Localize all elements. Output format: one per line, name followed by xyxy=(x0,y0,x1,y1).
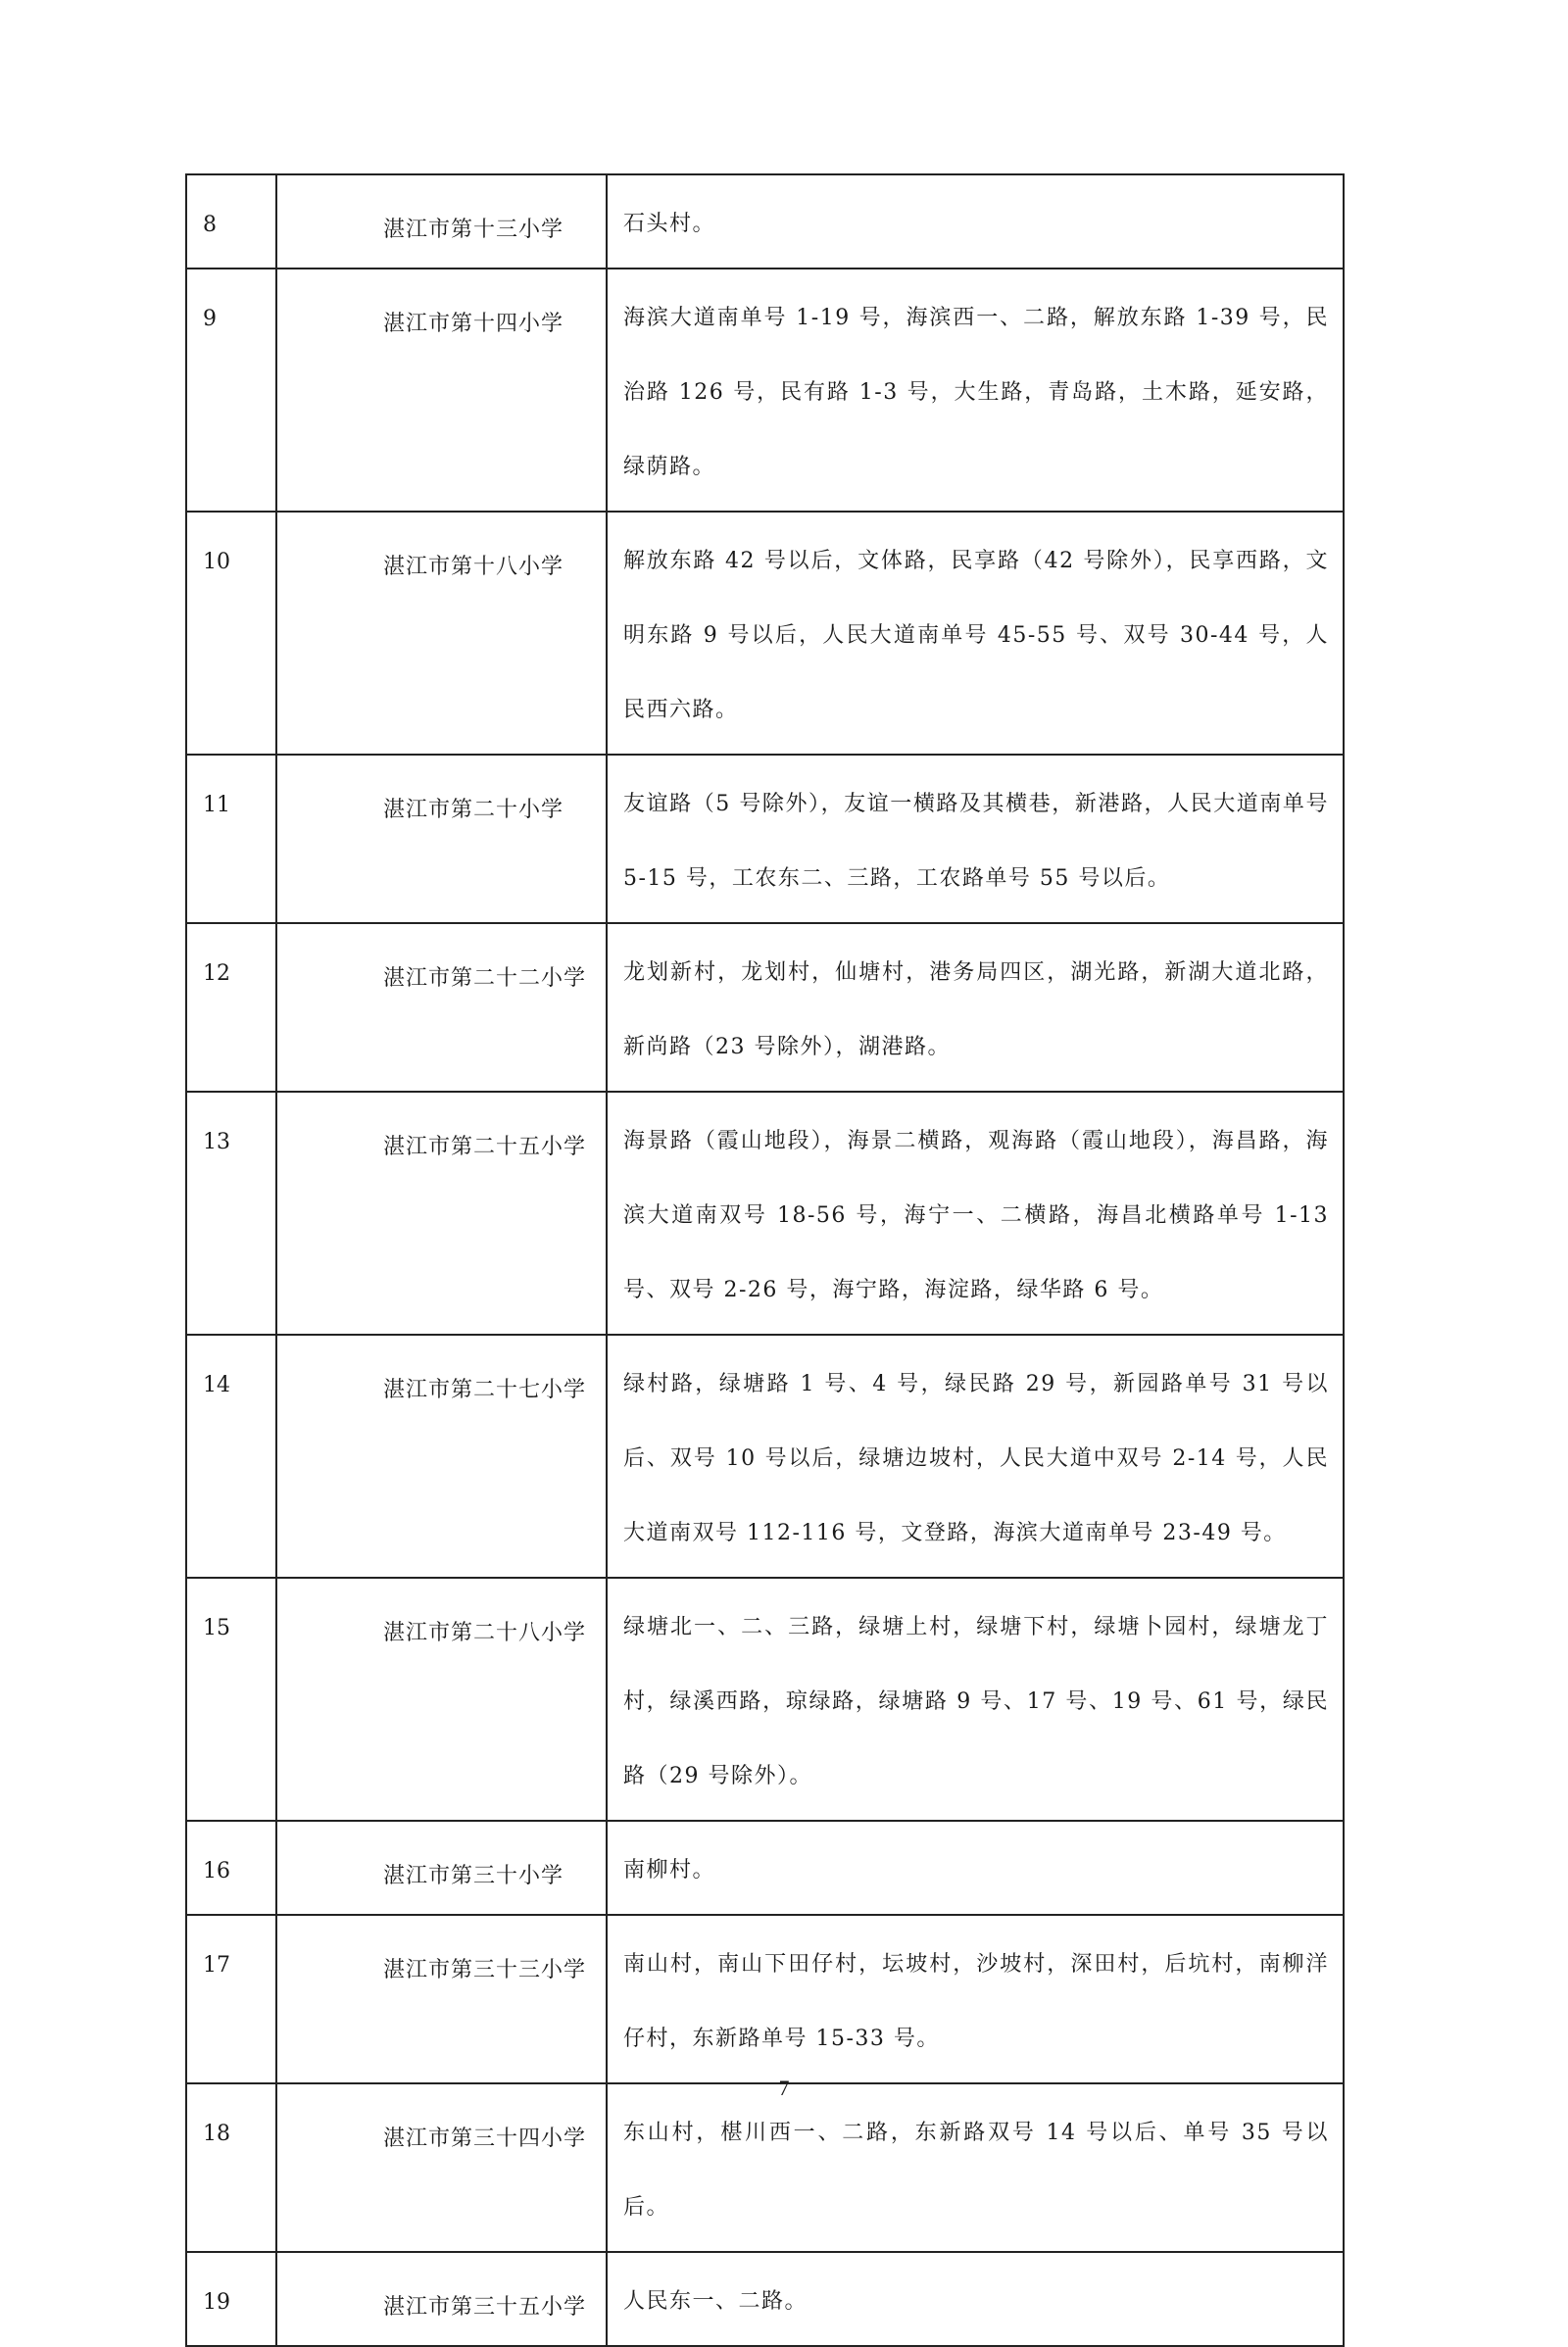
enrollment-area: 东山村，椹川西一、二路，东新路双号 14 号以后、单号 35 号以后。 xyxy=(607,2083,1344,2252)
table-row xyxy=(186,512,1344,755)
table-row xyxy=(186,1578,1344,1821)
row-number: 18 xyxy=(186,2083,276,2252)
school-name: 湛江市第三十四小学 xyxy=(276,2083,607,2252)
enrollment-area: 海景路（霞山地段），海景二横路，观海路（霞山地段），海昌路，海滨大道南双号 18-56 号，海宁一、二横路，海昌北横路单号 1-13 号、双号 2-26 号，海宁路，海淀路，绿华路 6 号。 xyxy=(607,1092,1344,1335)
row-number: 12 xyxy=(186,923,276,1092)
school-name: 湛江市第十八小学 xyxy=(276,512,607,755)
enrollment-area: 石头村。 xyxy=(607,174,1344,269)
row-number: 8 xyxy=(186,174,276,269)
row-number: 10 xyxy=(186,512,276,755)
row-number: 11 xyxy=(186,755,276,923)
row-number: 17 xyxy=(186,1915,276,2083)
table-row xyxy=(186,755,1344,923)
enrollment-area: 人民东一、二路。 xyxy=(607,2252,1344,2346)
row-number: 15 xyxy=(186,1578,276,1821)
table-row xyxy=(186,2083,1344,2252)
row-number: 13 xyxy=(186,1092,276,1335)
enrollment-area: 南山村，南山下田仔村，坛坡村，沙坡村，深田村，后坑村，南柳洋仔村，东新路单号 15-33 号。 xyxy=(607,1915,1344,2083)
enrollment-area: 龙划新村，龙划村，仙塘村，港务局四区，湖光路，新湖大道北路，新尚路（23 号除外），湖港路。 xyxy=(607,923,1344,1092)
table-row xyxy=(186,1821,1344,1915)
row-number: 14 xyxy=(186,1335,276,1578)
row-number: 16 xyxy=(186,1821,276,1915)
enrollment-area: 解放东路 42 号以后，文体路，民享路（42 号除外），民享西路，文明东路 9 号以后，人民大道南单号 45-55 号、双号 30-44 号，人民西六路。 xyxy=(607,512,1344,755)
row-number: 19 xyxy=(186,2252,276,2346)
school-name: 湛江市第二十小学 xyxy=(276,755,607,923)
table-body xyxy=(186,174,1344,2346)
school-name: 湛江市第三十小学 xyxy=(276,1821,607,1915)
page-number: 7 xyxy=(778,2076,790,2100)
table-row xyxy=(186,1092,1344,1335)
enrollment-area: 南柳村。 xyxy=(607,1821,1344,1915)
school-name: 湛江市第十三小学 xyxy=(276,174,607,269)
school-name: 湛江市第二十八小学 xyxy=(276,1578,607,1821)
school-name: 湛江市第二十二小学 xyxy=(276,923,607,1092)
enrollment-area: 绿村路，绿塘路 1 号、4 号，绿民路 29 号，新园路单号 31 号以后、双号 10 号以后，绿塘边坡村，人民大道中双号 2-14 号，人民大道南双号 112-116 号，文登路，海滨大道南单号 23-49 号。 xyxy=(607,1335,1344,1578)
enrollment-area: 绿塘北一、二、三路，绿塘上村，绿塘下村，绿塘卜园村，绿塘龙丁村，绿溪西路，琼绿路，绿塘路 9 号、17 号、19 号、61 号，绿民路（29 号除外）。 xyxy=(607,1578,1344,1821)
table-row xyxy=(186,1335,1344,1578)
table-row xyxy=(186,174,1344,269)
school-zone-table xyxy=(185,173,1345,2347)
row-number: 9 xyxy=(186,269,276,512)
enrollment-area: 海滨大道南单号 1-19 号，海滨西一、二路，解放东路 1-39 号，民治路 126 号，民有路 1-3 号，大生路，青岛路，土木路，延安路，绿荫路。 xyxy=(607,269,1344,512)
school-name: 湛江市第二十七小学 xyxy=(276,1335,607,1578)
table-row xyxy=(186,269,1344,512)
school-name: 湛江市第三十五小学 xyxy=(276,2252,607,2346)
table-row xyxy=(186,923,1344,1092)
school-name: 湛江市第二十五小学 xyxy=(276,1092,607,1335)
school-name: 湛江市第十四小学 xyxy=(276,269,607,512)
school-name: 湛江市第三十三小学 xyxy=(276,1915,607,2083)
table-row xyxy=(186,2252,1344,2346)
table-row xyxy=(186,1915,1344,2083)
enrollment-area: 友谊路（5 号除外），友谊一横路及其横巷，新港路，人民大道南单号 5-15 号，工农东二、三路，工农路单号 55 号以后。 xyxy=(607,755,1344,923)
